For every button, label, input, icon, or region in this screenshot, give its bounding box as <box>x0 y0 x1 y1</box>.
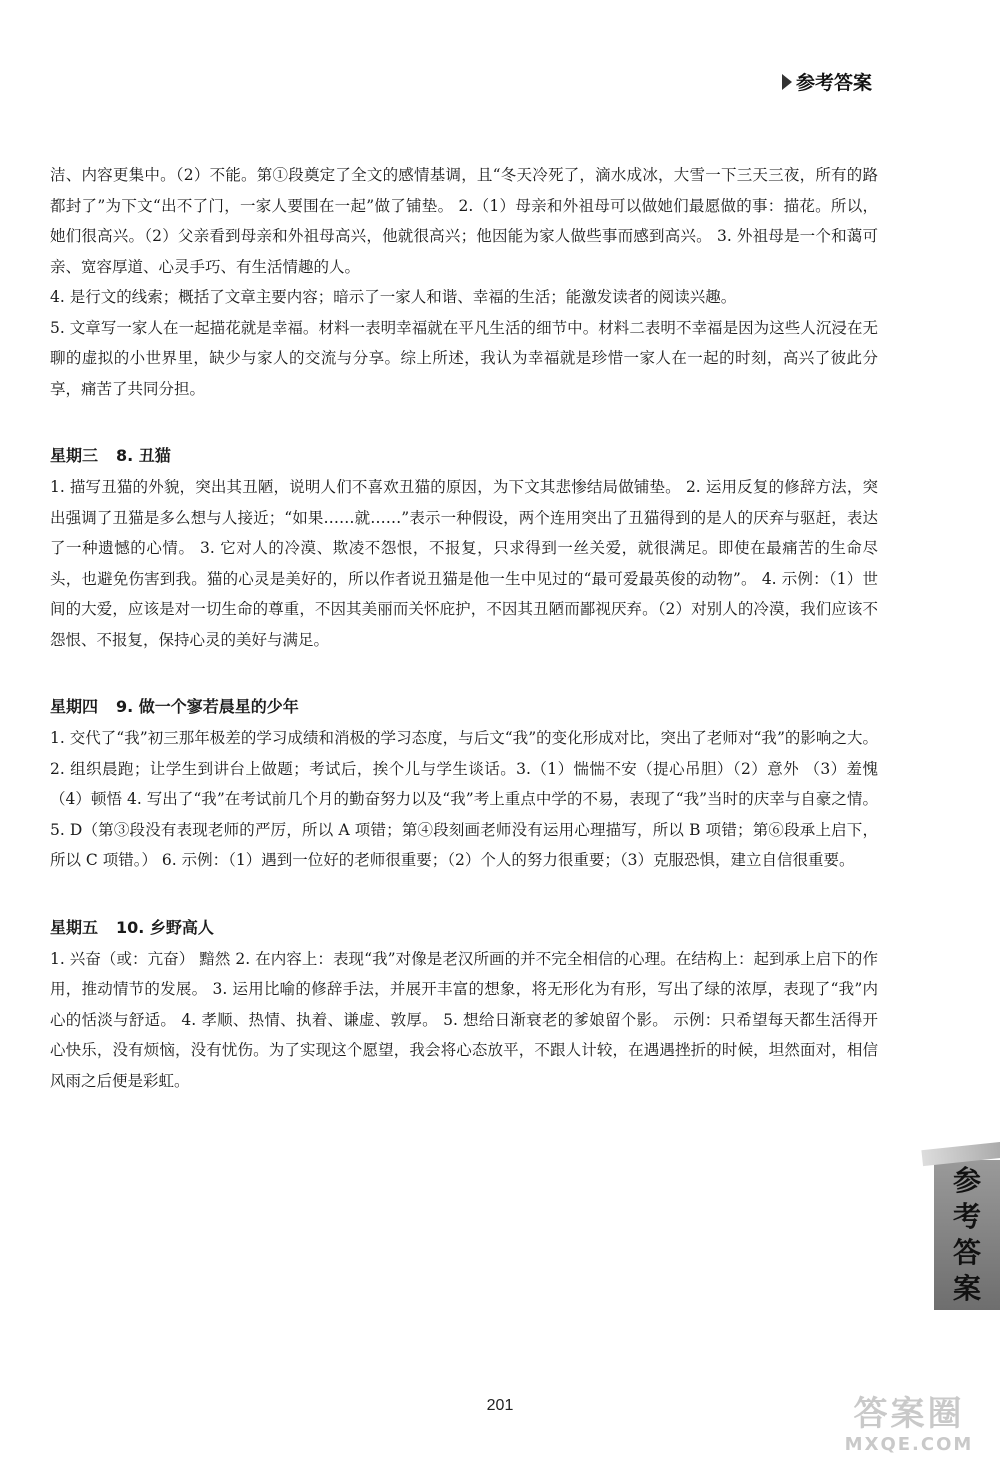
section-text: 1. 兴奋（或：亢奋） 黯然 2. 在内容上：表现“我”对像是老汉所画的并不完全相信的心理。在结构上：起到承上启下的作用，推动情节的发展。 3. 运用比喻的修辞手法，并展开丰富的想象，将无形化为有形，写出了绿的浓厚，表现了“我”内心的恬淡与舒适。 4. 孝顺、热情、执着、谦虚、敦厚。 5. 想给日渐衰老的爹娘留个影。 示例：只希望每天都生活得开心快乐，没有烦恼，没有忧伤。为了实现这个愿望，我会将心态放平，不跟人计较，在遇遇挫折的时候，坦然面对，相信风雨之后便是彩虹。 <box>50 949 878 1090</box>
intro-paragraph-1: 洁、内容更集中。（2）不能。第①段奠定了全文的感情基调，且“冬天冷死了，滴水成冰，大雪一下三天三夜，所有的路都封了”为下文“出不了门，一家人要围在一起”做了铺垫。 2.（1）母亲和外祖母可以做她们最愿做的事：描花。所以，她们很高兴。（2）父亲看到母亲和外祖母高兴，他就很高兴；他因能为家人做些事而感到高兴。 3. 外祖母是一个和蔼可亲、宽容厚道、心灵手巧、有生活情趣的人。 <box>50 166 878 276</box>
section-heading <box>50 693 878 721</box>
side-tab-char: 答 <box>952 1236 981 1269</box>
section-text: 1. 描写丑猫的外貌，突出其丑陋，说明人们不喜欢丑猫的原因，为下文其悲惨结局做铺垫。 2. 运用反复的修辞方法，突出强调了丑猫是多么想与人接近；“如果……就……”表示一种假设，两个连用突出了丑猫得到的是人的厌弃与驱赶，表达了一种遗憾的心情。 3. 它对人的冷漠、欺凌不怨恨，不报复，只求得到一丝关爱，就很满足。即使在最痛苦的生命尽头，也避免伤害到我。猫的心灵是美好的，所以作者说丑猫是他一生中见过的“最可爱最英俊的动物”。 4. 示例：（1）世间的大爱，应该是对一切生命的尊重，不因其美丽而关怀庇护，不因其丑陋而鄙视厌弃。（2）对别人的冷漠，我们应该不怨恨、不报复，保持心灵的美好与满足。 <box>50 478 878 649</box>
page-header <box>782 68 872 95</box>
side-tab-char: 案 <box>952 1272 981 1305</box>
section-day: 星期五 <box>50 917 99 937</box>
section-day: 星期四 <box>50 697 99 716</box>
header-title: 参考答案 <box>795 72 872 94</box>
watermark-logo <box>834 1394 984 1462</box>
watermark-url: MXQE.COM <box>844 1434 974 1455</box>
side-tab-char: 考 <box>952 1200 981 1233</box>
section-thursday <box>50 693 878 876</box>
side-tab-char: 参 <box>952 1164 981 1197</box>
answer-content <box>50 160 878 1096</box>
section-day: 星期三 <box>50 446 99 465</box>
watermark-text: 答案圈 <box>853 1394 965 1434</box>
section-heading <box>50 914 878 942</box>
section-title: 8. 丑猫 <box>116 446 171 465</box>
page-number: 201 <box>486 1397 514 1414</box>
intro-paragraph-3: 5. 文章写一家人在一起描花就是幸福。材料一表明幸福就在平凡生活的细节中。材料二表明不幸福是因为这些人沉浸在无聊的虚拟的小世界里，缺少与家人的交流与分享。综上所述，我认为幸福就是珍惜一家人在一起的时刻，高兴了彼此分享，痛苦了共同分担。 <box>50 318 878 398</box>
section-text: 1. 交代了“我”初三那年极差的学习成绩和消极的学习态度，与后文“我”的变化形成对比，突出了老师对“我”的影响之大。 2. 组织晨跑；让学生到讲台上做题；考试后，挨个儿与学生谈话。3.（1）惴惴不安（提心吊胆）（2）意外 （3）羞愧 （4）顿悟 4. 写出了“我”在考试前几个月的勤奋努力以及“我”考上重点中学的不易，表现了“我”当时的庆幸与自豪之情。 5. D（第③段没有表现老师的严厉，所以 A 项错；第④段刻画老师没有运用心理描写，所以 B 项错；第⑥段承上启下，所以 C 项错。） 6. 示例：（1）遇到一位好的老师很重要；（2）个人的努力很重要；（3）克服恐惧，建立自信很重要。 <box>50 729 878 869</box>
section-friday <box>50 914 878 1097</box>
triangle-arrow-icon <box>782 74 792 90</box>
intro-paragraph-2: 4. 是行文的线索；概括了文章主要内容；暗示了一家人和谐、幸福的生活；能激发读者的阅读兴趣。 <box>50 288 737 306</box>
section-wednesday <box>50 442 878 655</box>
section-title: 10. 乡野高人 <box>116 917 214 937</box>
side-tab-answers <box>934 1160 1000 1310</box>
section-title: 9. 做一个寥若晨星的少年 <box>116 697 299 716</box>
section-heading <box>50 442 878 470</box>
